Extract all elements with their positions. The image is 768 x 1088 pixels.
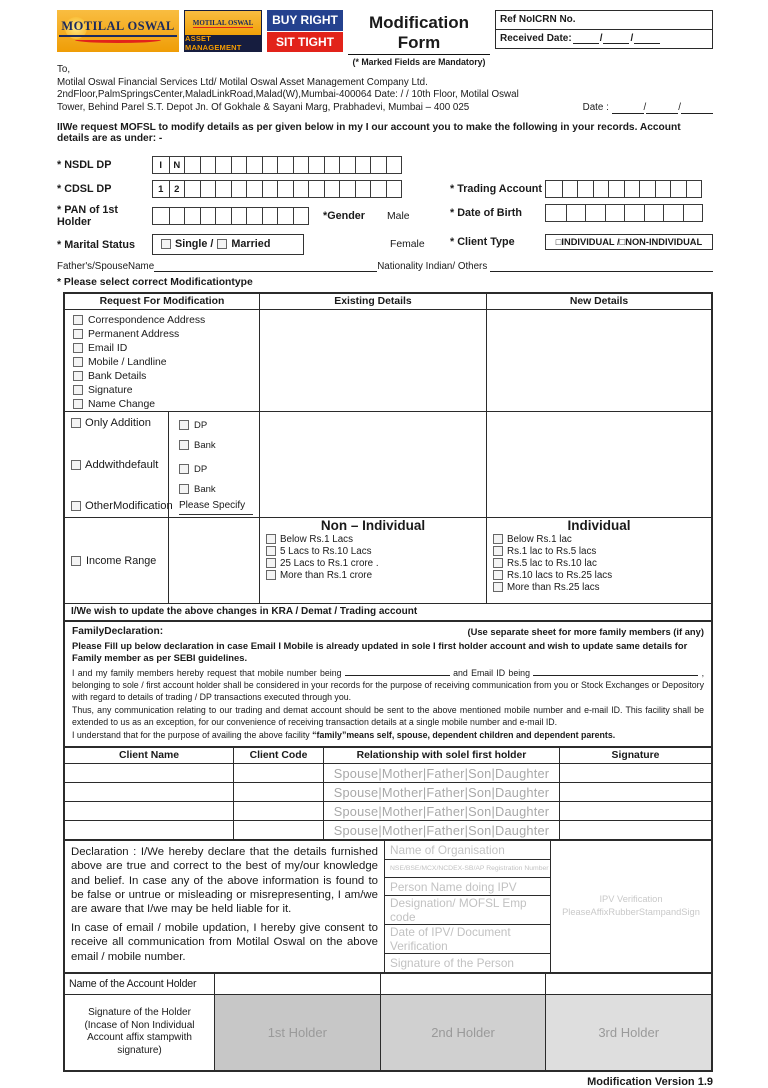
nsdl-dp-boxes: [152, 156, 402, 174]
char-cell[interactable]: [246, 157, 262, 173]
checkbox[interactable]: [493, 570, 503, 580]
first-holder-signature-box[interactable]: 1st Holder: [215, 995, 381, 1070]
married-label: Married: [231, 238, 271, 251]
client-type-label: * Client Type: [450, 236, 515, 249]
holder-signature-label: Signature of the Holder (Incase of Non Individual Account affix stampwith signature): [65, 995, 215, 1070]
char-cell[interactable]: [293, 181, 309, 197]
logo-red-swoosh: [75, 37, 161, 43]
slash: /: [643, 101, 647, 113]
account-holder-name-label: Name of the Account Holder: [65, 974, 215, 994]
checkbox[interactable]: [73, 371, 83, 381]
married-checkbox[interactable]: [217, 239, 227, 249]
dob-boxes: [545, 204, 703, 222]
income-i-option: More than Rs.25 lacs: [493, 581, 711, 593]
addition-row: [65, 411, 711, 517]
char-cell[interactable]: [324, 157, 340, 173]
new-details-cell[interactable]: [487, 310, 711, 411]
char-cell[interactable]: [663, 205, 683, 221]
client-name-cell[interactable]: [65, 802, 234, 820]
received-date-blank-year[interactable]: [634, 34, 660, 44]
dp-option-1: DP: [179, 418, 255, 432]
relationship-header: Relationship with solel first holder: [324, 748, 560, 763]
holder-name-cell[interactable]: [215, 974, 381, 994]
existing-details-cell[interactable]: [260, 310, 487, 411]
char-cell[interactable]: [339, 181, 355, 197]
signature-cell[interactable]: [560, 821, 711, 839]
person-signature-field[interactable]: Signature of the Person: [385, 953, 550, 971]
char-cell[interactable]: [277, 157, 293, 173]
family-paragraph-3: I understand that for the purpose of availing the above facility “family”means self, spouse, dependent children and dependent parents.: [72, 730, 616, 741]
gender-female-option[interactable]: Female: [390, 239, 425, 251]
client-name-header: Client Name: [65, 748, 234, 763]
pan-label: * PAN of 1st Holder: [57, 204, 118, 229]
family-table-header: [65, 746, 711, 763]
income-i-option: Rs.5 lac to Rs.10 lac: [493, 557, 711, 569]
char-cell[interactable]: [577, 181, 593, 197]
checkbox[interactable]: [179, 484, 189, 494]
client-code-header: Client Code: [234, 748, 324, 763]
modification-type-heading: * Please select correct Modificationtype: [57, 277, 253, 289]
client-code-cell[interactable]: [234, 783, 324, 801]
date-blank-day[interactable]: [612, 104, 644, 114]
char-cell[interactable]: 1: [158, 183, 164, 195]
date-label: Date :: [582, 101, 609, 113]
checkbox[interactable]: [266, 534, 276, 544]
ipv-person-name-field[interactable]: Person Name doing IPV: [385, 877, 550, 895]
checkbox[interactable]: [73, 315, 83, 325]
relationship-placeholder: Spouse|Mother|Father|Son|Daughter: [333, 784, 550, 800]
char-cell[interactable]: [246, 181, 262, 197]
char-cell[interactable]: [215, 208, 231, 224]
char-cell[interactable]: [546, 181, 562, 197]
option-name-change: Name Change: [73, 397, 259, 411]
option-email-id: Email ID: [73, 341, 259, 355]
ipv-fields-column: [385, 841, 551, 972]
checkbox[interactable]: [71, 460, 81, 470]
relationship-cell[interactable]: [324, 783, 560, 801]
holder-name-cell[interactable]: [381, 974, 547, 994]
signature-header: Signature: [611, 750, 660, 762]
address-line3: Tower, Behind Parel S.T. Depot Jn. Of Gokhale & Sayani Marg, Prabhadevi, Mumbai – 400 025: [57, 101, 470, 113]
email-id-blank[interactable]: [533, 666, 698, 676]
only-addition-option: Only Addition: [71, 417, 166, 429]
char-cell[interactable]: [308, 181, 324, 197]
char-cell[interactable]: [153, 208, 169, 224]
father-spouse-label: Father's/SpouseName: [57, 261, 155, 273]
char-cell[interactable]: [184, 157, 200, 173]
char-cell[interactable]: [370, 181, 386, 197]
request-statement: IIWe request MOFSL to modify details as per given below in my I our account you to make the following in your records. Account details are as under: -: [57, 122, 681, 145]
option-mobile-landline: Mobile / Landline: [73, 355, 259, 369]
slash: /: [599, 33, 603, 44]
checkbox[interactable]: [71, 556, 81, 566]
checkbox[interactable]: [179, 420, 189, 430]
family-table-row: [65, 801, 711, 820]
mobile-number-blank[interactable]: [345, 666, 450, 676]
char-cell[interactable]: [262, 181, 278, 197]
char-cell[interactable]: [231, 208, 247, 224]
third-holder-signature-box[interactable]: 3rd Holder: [546, 995, 711, 1070]
checkbox[interactable]: [266, 558, 276, 568]
checkbox[interactable]: [71, 501, 81, 511]
sit-tight-text: SIT TIGHT: [267, 32, 343, 53]
char-cell[interactable]: [386, 181, 402, 197]
cdsl-dp-boxes: [152, 180, 402, 198]
dp-option-2: DP: [179, 462, 255, 476]
marital-status-label: * Marital Status: [57, 238, 135, 251]
date-blank-year[interactable]: [681, 104, 713, 114]
income-ni-option: 25 Lacs to Rs.1 crore .: [266, 557, 486, 569]
char-cell[interactable]: [624, 205, 644, 221]
new-details-cell[interactable]: [487, 412, 711, 517]
date-blank-month[interactable]: [643, 101, 678, 114]
page-title: Modification Form: [348, 13, 490, 55]
char-cell[interactable]: [683, 205, 703, 221]
option-signature: Signature: [73, 383, 259, 397]
char-cell[interactable]: [215, 181, 231, 197]
char-cell[interactable]: I: [159, 159, 163, 171]
cdsl-dp-label: * CDSL DP: [57, 183, 112, 196]
char-cell[interactable]: [339, 157, 355, 173]
char-cell[interactable]: [562, 181, 578, 197]
char-cell[interactable]: [639, 181, 655, 197]
separate-sheet-note: (Use separate sheet for more family members (if any): [467, 626, 704, 638]
char-cell[interactable]: [370, 157, 386, 173]
col-header-existing: Existing Details: [260, 294, 487, 309]
income-i-option: Below Rs.1 lac: [493, 533, 711, 545]
kra-update-line: I/We wish to update the above changes in KRA / Demat / Trading account: [65, 603, 711, 620]
col-header-new: New Details: [569, 296, 629, 308]
checkbox[interactable]: [493, 582, 503, 592]
client-code-cell[interactable]: [234, 821, 324, 839]
col-header-request: Request For Modification: [65, 294, 260, 309]
char-cell[interactable]: [262, 157, 278, 173]
dob-label: * Date of Birth: [450, 207, 522, 220]
consent-text: In case of email / mobile updation, I hereby give consent to receive all communication from Motilal Oswal on the above email / mobile number.: [71, 921, 378, 963]
checkbox[interactable]: [266, 546, 276, 556]
address-line1: Motilal Oswal Financial Services Ltd/ Motilal Oswal Asset Management Company Ltd.: [57, 76, 428, 88]
checkbox[interactable]: [179, 440, 189, 450]
organisation-name-field[interactable]: Name of Organisation: [390, 842, 505, 857]
char-cell[interactable]: [293, 208, 309, 224]
family-declaration: [65, 620, 711, 746]
buy-right-text: BUY RIGHT: [267, 10, 343, 31]
income-ni-option: 5 Lacs to Rs.10 Lacs: [266, 545, 486, 557]
char-cell[interactable]: [585, 205, 605, 221]
trading-account-label: * Trading Account: [450, 183, 542, 196]
char-cell[interactable]: [593, 181, 609, 197]
bank-option-2: Bank: [179, 482, 255, 496]
motilal-oswal-logo: [57, 10, 179, 52]
client-code-cell[interactable]: [234, 764, 324, 782]
client-name-cell[interactable]: [65, 783, 234, 801]
family-table-row: [65, 782, 711, 801]
account-holder-name-row: [65, 972, 711, 994]
char-cell[interactable]: N: [169, 157, 185, 173]
char-cell[interactable]: [386, 157, 402, 173]
ref-no-box: [495, 10, 713, 49]
address-block: [57, 64, 713, 114]
family-table-row: [65, 763, 711, 782]
signature-cell[interactable]: [560, 783, 711, 801]
ref-no-label: Ref NoICRN No.: [496, 11, 712, 30]
char-cell[interactable]: [670, 181, 686, 197]
char-cell[interactable]: [605, 205, 625, 221]
account-details: [57, 156, 713, 255]
char-cell[interactable]: [200, 157, 216, 173]
mandatory-note: (* Marked Fields are Mandatory): [352, 57, 486, 67]
income-i-option: Rs.1 lac to Rs.5 lacs: [493, 545, 711, 557]
checkbox[interactable]: [493, 558, 503, 568]
non-individual-heading: Non – Individual: [320, 518, 426, 534]
nsdl-dp-label: * NSDL DP: [57, 159, 112, 172]
slash: /: [678, 101, 681, 113]
char-cell[interactable]: [169, 208, 185, 224]
address-line2: 2ndFloor,PalmSpringsCenter,MaladLinkRoad,Malad(W),Mumbai-400064 Date: / / 10th Floor, Motilal Oswal: [57, 89, 519, 101]
char-cell[interactable]: [324, 181, 340, 197]
modification-options-row: [65, 309, 711, 411]
client-code-cell[interactable]: [234, 802, 324, 820]
marital-status-box: [152, 234, 304, 255]
char-cell[interactable]: [231, 157, 247, 173]
char-cell[interactable]: [231, 181, 247, 197]
char-cell[interactable]: [262, 208, 278, 224]
char-cell[interactable]: [184, 208, 200, 224]
holder-signature-row: [65, 994, 711, 1070]
char-cell[interactable]: [655, 181, 671, 197]
individual-heading: Individual: [567, 518, 631, 534]
form-header: [57, 10, 713, 67]
logo-text: MOTILAL OSWAL: [59, 19, 176, 37]
holder-name-cell[interactable]: [546, 974, 711, 994]
income-i-option: Rs.10 lacs to Rs.25 lacs: [493, 569, 711, 581]
income-range-row: [65, 517, 711, 603]
logo2-top-text: MOTILAL OSWAL: [192, 18, 254, 27]
checkbox[interactable]: [71, 418, 81, 428]
logo2-bottom-text: ASSET MANAGEMENT: [185, 35, 261, 51]
gender-male-option[interactable]: Male: [387, 210, 410, 222]
client-name-cell[interactable]: [65, 764, 234, 782]
registration-number-field[interactable]: NSE/BSE/MCX/NCDEX-SB/AP Registration Number: [385, 859, 550, 877]
family-paragraph-1: I and my family members hereby request that mobile number being and Email ID being , belonging to sole / first account holder shall be considered in your records for the purpose of receiving communication from you or Stock Exchanges or Depository with regard to details of trading / DP transactions executed through you.: [72, 668, 705, 702]
ipv-date-field[interactable]: Date of IPV/ Document Verification: [385, 924, 550, 953]
client-type-selector[interactable]: □INDIVIDUAL /□NON-INDIVIDUAL: [545, 234, 713, 250]
existing-details-cell[interactable]: [260, 412, 487, 517]
buy-right-sit-tight-logo: [267, 10, 343, 52]
gender-label: *Gender: [323, 210, 366, 223]
designation-emp-code-field[interactable]: Designation/ MOFSL Emp code: [385, 895, 550, 924]
char-cell[interactable]: [546, 205, 566, 221]
add-with-default-option: Addwithdefault: [71, 459, 166, 471]
option-correspondence-address: Correspondence Address: [73, 313, 259, 327]
received-date-blank-day[interactable]: [573, 34, 599, 44]
char-cell[interactable]: [686, 181, 702, 197]
income-ni-option: More than Rs.1 crore: [266, 569, 486, 581]
relationship-placeholder: Spouse|Mother|Father|Son|Daughter: [333, 803, 550, 819]
char-cell[interactable]: [184, 181, 200, 197]
char-cell[interactable]: [566, 205, 586, 221]
relationship-placeholder: Spouse|Mother|Father|Son|Daughter: [333, 765, 550, 781]
ipv-stamp-box[interactable]: IPV Verification PleaseAffixRubberStampandSign: [562, 893, 700, 918]
option-permanent-address: Permanent Address: [73, 327, 259, 341]
char-cell[interactable]: [644, 205, 664, 221]
char-cell[interactable]: [308, 157, 324, 173]
client-name-cell[interactable]: [65, 821, 234, 839]
char-cell[interactable]: [293, 157, 309, 173]
family-bold-line: Please Fill up below declaration in case Email I Mobile is already updated in sole I first holder account and wish to update same details for Family member as per SEBI guidelines.: [72, 639, 688, 663]
other-modification-option: OtherModification: [71, 500, 166, 512]
declaration-text: Declaration : I/We hereby declare that the details furnished above are true and correct to the best of my/our knowledge and belief. In case any of the above information is found to be false or untrue or misleading or misrepresenting, I am/we are aware that I/we may be held liable for it. In case of email / mobile updation, I hereby give consent to receive all communication from Motilal Oswal on the above email / mobile number.: [65, 841, 385, 972]
second-holder-signature-box[interactable]: 2nd Holder: [381, 995, 547, 1070]
char-cell[interactable]: [355, 157, 371, 173]
checkbox[interactable]: [493, 534, 503, 544]
declaration-title: Declaration :: [71, 846, 137, 859]
table-header-row: [65, 294, 711, 309]
please-specify-blank[interactable]: [179, 511, 253, 515]
family-declaration-title: FamilyDeclaration:: [72, 626, 164, 638]
char-cell[interactable]: [200, 208, 216, 224]
pan-boxes: [152, 207, 309, 225]
declaration-section: [65, 839, 711, 972]
char-cell[interactable]: [624, 181, 640, 197]
char-cell[interactable]: [277, 181, 293, 197]
char-cell[interactable]: [608, 181, 624, 197]
received-date-blank-month[interactable]: [603, 34, 629, 44]
nationality-blank[interactable]: [490, 262, 713, 272]
relationship-cell[interactable]: [324, 802, 560, 820]
checkbox[interactable]: [73, 343, 83, 353]
char-cell[interactable]: 2: [169, 181, 185, 197]
checkbox[interactable]: [73, 399, 83, 409]
checkbox[interactable]: [493, 546, 503, 556]
checkbox[interactable]: [73, 385, 83, 395]
trading-account-boxes: [545, 180, 702, 198]
title-block: [348, 10, 490, 67]
family-table-row: [65, 820, 711, 839]
modification-table: [63, 292, 713, 1072]
address-to: To,: [57, 64, 71, 75]
checkbox[interactable]: [73, 329, 83, 339]
char-cell[interactable]: [246, 208, 262, 224]
checkbox[interactable]: [266, 570, 276, 580]
relationship-cell[interactable]: [324, 764, 560, 782]
father-spouse-line: [57, 261, 713, 272]
signature-cell[interactable]: [560, 764, 711, 782]
received-date-row: [496, 30, 712, 48]
relationship-placeholder: Spouse|Mother|Father|Son|Daughter: [333, 822, 550, 838]
single-label: Single /: [175, 238, 214, 251]
father-spouse-blank[interactable]: [154, 262, 377, 272]
version-label: Modification Version 1.9: [587, 1075, 713, 1088]
option-bank-details: Bank Details: [73, 369, 259, 383]
received-date-label: Received Date:: [500, 33, 572, 44]
please-specify-label: Please Specify: [179, 500, 246, 512]
checkbox[interactable]: [73, 357, 83, 367]
char-cell[interactable]: [277, 208, 293, 224]
char-cell[interactable]: [355, 181, 371, 197]
char-cell[interactable]: [215, 157, 231, 173]
family-paragraph-2: Thus, any communication relating to our trading and demat account should be sent to the above mentioned mobile number and e-mail ID. This facility shall be extended to us as an exception, for our convenience of receiving transaction details at a single mobile number and e-mail ID.: [72, 705, 704, 727]
relationship-cell[interactable]: [324, 821, 560, 839]
single-checkbox[interactable]: [161, 239, 171, 249]
bank-option-1: Bank: [179, 438, 255, 452]
signature-cell[interactable]: [560, 802, 711, 820]
nationality-label: Nationality Indian/ Others: [377, 261, 488, 273]
checkbox[interactable]: [179, 464, 189, 474]
income-range-option: Income Range: [71, 553, 156, 568]
slash: /: [630, 33, 634, 44]
asset-management-logo: [184, 10, 262, 52]
char-cell[interactable]: [200, 181, 216, 197]
income-ni-option: Below Rs.1 Lacs: [266, 533, 486, 545]
